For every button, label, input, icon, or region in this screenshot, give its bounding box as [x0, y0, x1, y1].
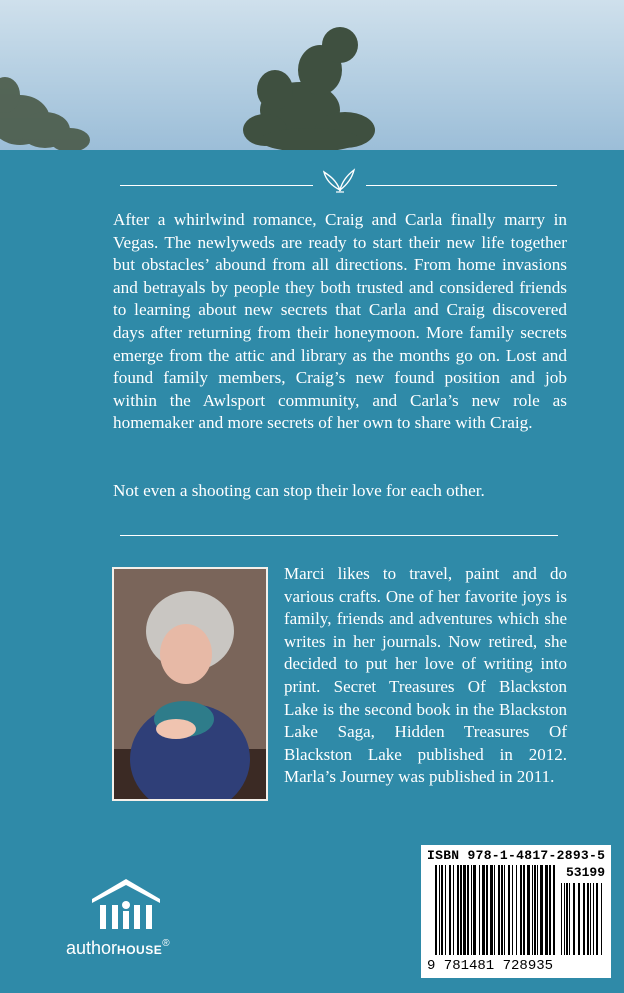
authorhouse-logo-icon: [66, 871, 196, 941]
publisher-logo-text: [66, 938, 170, 959]
ean-digits: 9 781481 728935: [427, 958, 554, 974]
author-photo: [112, 567, 268, 801]
isbn-label: ISBN 978-1-4817-2893-5: [427, 848, 606, 863]
sky-photo: [0, 0, 624, 150]
tagline: Not even a shooting can stop their love for each other.: [113, 481, 485, 500]
butterfly-ornament-icon: [322, 168, 358, 196]
publisher-name-part2: HOUSE: [117, 943, 163, 957]
divider-left: [120, 185, 313, 186]
publisher-name-part1: author: [66, 938, 118, 958]
book-blurb: After a whirlwind romance, Craig and Carla finally marry in Vegas. The newlyweds are ready to start their new life together but obstacles’ abound from all directions. From home invasions and betrayals by people they both trusted and considered friends to learning about new secrets that Carla and Craig discovered days after returning from their honeymoon. More family secrets emerge from the attic and library as the months go on. Lost and found family members, Craig’s new found position and job within the Awlsport community, and Carla’s new role as homemaker and more secrets of her own to share with Craig.: [113, 210, 567, 433]
divider-middle: [120, 535, 558, 536]
supplement-code: 53199: [565, 865, 605, 880]
tree-silhouettes: [0, 0, 624, 150]
isbn-barcode: [421, 845, 611, 978]
registered-mark: ®: [162, 938, 170, 949]
divider-right: [366, 185, 557, 186]
author-bio: Marci likes to travel, paint and do various crafts. One of her favorite joys is family, friends and adventures which she writes in her journals. Now retired, she decided to put her love of writing into print. Secret Treasures Of Blackston Lake is the second book in the Blackston Lake Saga, Hidden Treasures Of Blackston Lake published in 2012. Marla’s Journey was published in 2011.: [284, 564, 567, 787]
